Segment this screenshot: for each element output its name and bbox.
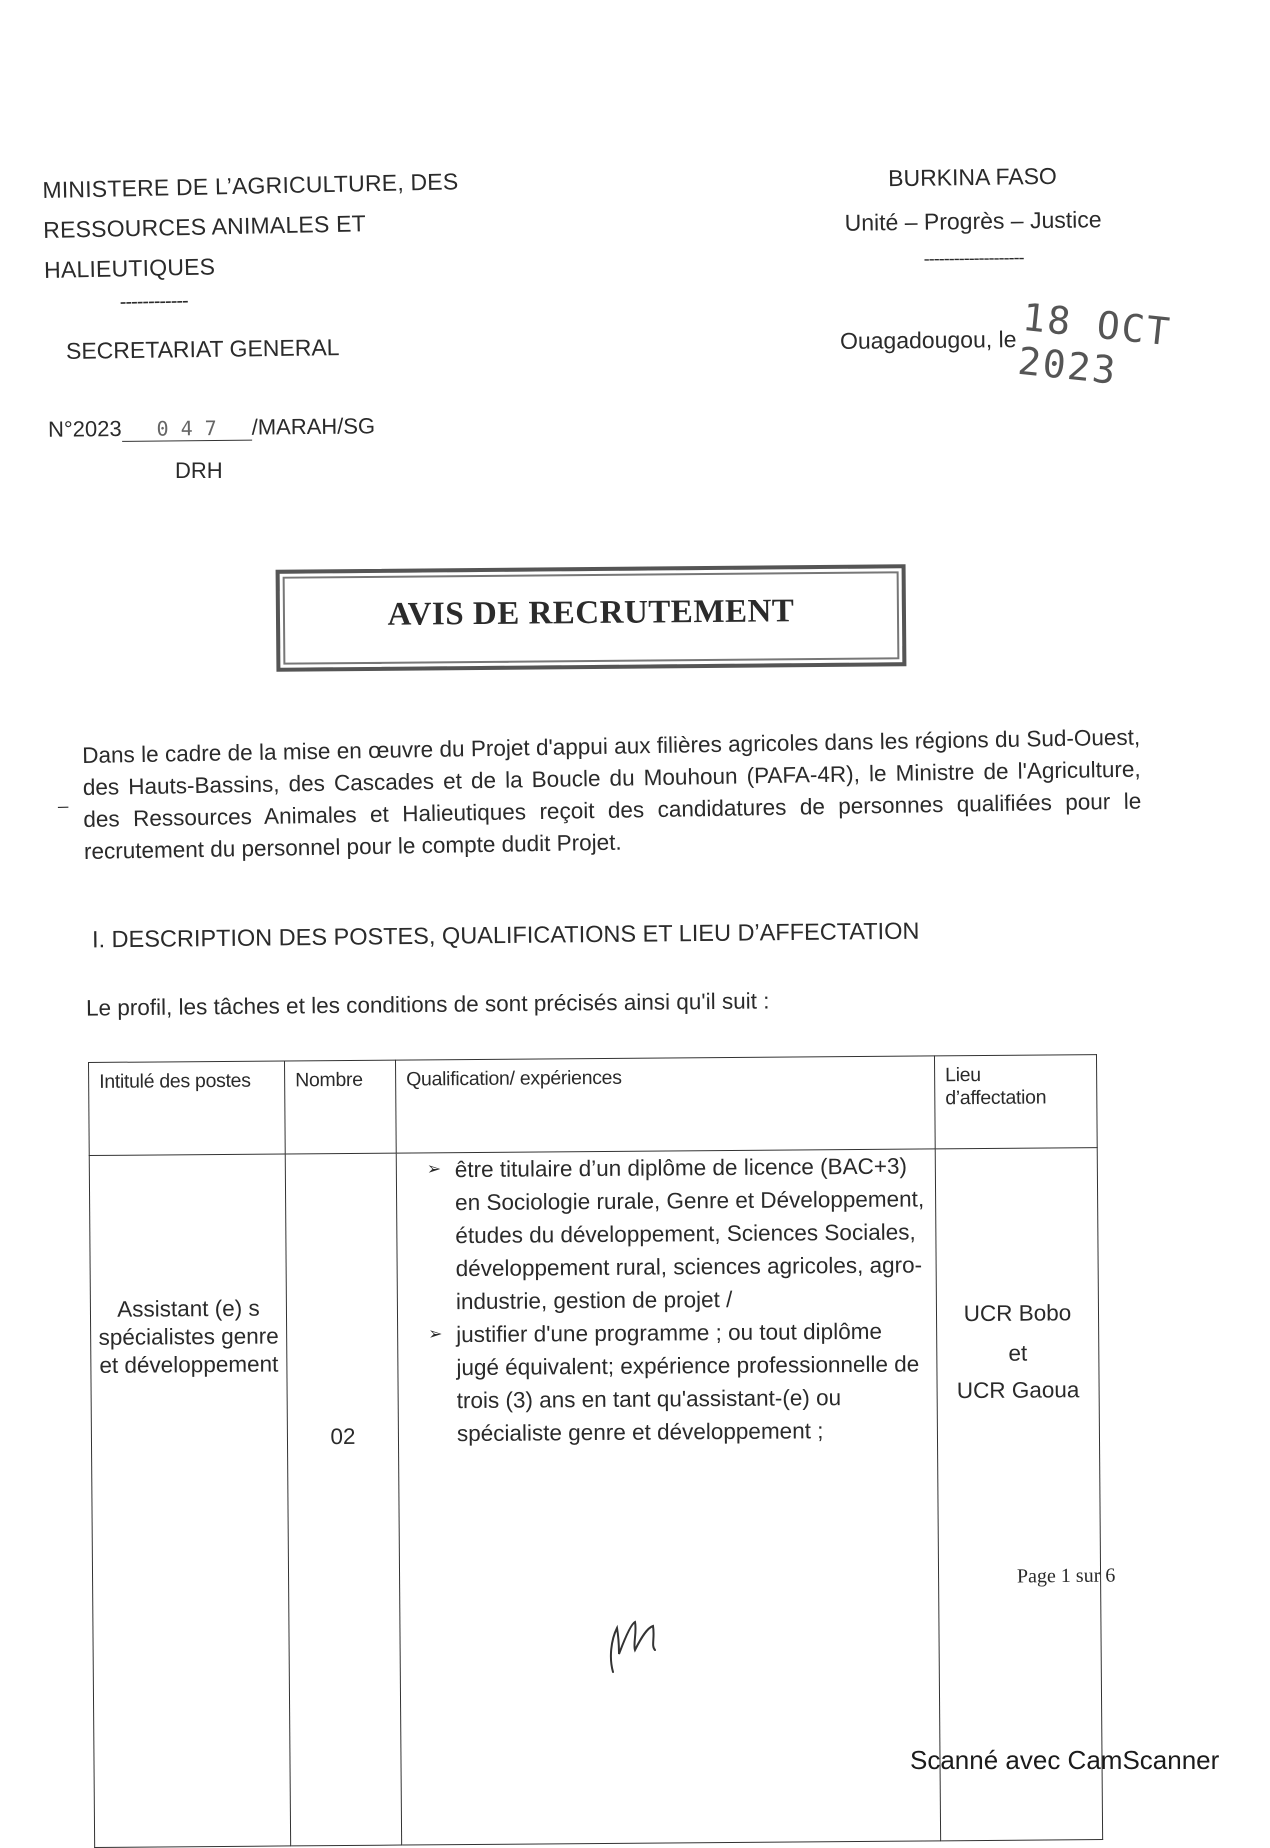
intro-paragraph: [57, 722, 1142, 868]
page-number: Page 1 sur 6: [1016, 1564, 1116, 1588]
ministry-line-1: MINISTERE DE L’AGRICULTURE, DES: [42, 168, 459, 203]
profile-text: Le profil, les tâches et les conditions de sont précisés ainsi qu'il suit :: [85, 988, 770, 1021]
table-row: [89, 1148, 1102, 1848]
reference-stamped-number: 0 4 7: [122, 416, 252, 442]
country-name: BURKINA FASO: [887, 162, 1058, 192]
cell-poste: Assistant (e) s spécialistes genre et développement: [89, 1154, 290, 1848]
date-stamp: 18 OCT 2023: [1015, 295, 1174, 393]
lieu-line-1: UCR Bobo: [963, 1300, 1072, 1327]
header-qualification: Qualification/ expériences: [395, 1056, 935, 1153]
title-box: [276, 564, 907, 671]
ministry-separator: ------------: [119, 289, 188, 314]
place-label: Ouagadougou, le: [839, 326, 1017, 354]
qualification-item: ➢ justifier d'une programme ; ou tout diplôme jugé équivalent; expérience professionnelle de trois (3) ans en tant qu'assistant-(e) ou spécialiste genre et développement ;: [428, 1314, 929, 1450]
reference-prefix: N°2023: [47, 415, 122, 442]
cell-nombre: 02: [285, 1153, 401, 1846]
document-title: AVIS DE RECRUTEMENT: [387, 593, 795, 633]
scanner-watermark: Scanné avec CamScanner: [910, 1745, 1220, 1775]
lieu-line-3: UCR Gaoua: [956, 1377, 1080, 1404]
country-motto: Unité – Progrès – Justice: [844, 206, 1102, 236]
table-header-row: [89, 1055, 1098, 1156]
handwritten-initials: [605, 1610, 675, 1680]
section-1-title: I. DESCRIPTION DES POSTES, QUALIFICATIONS ET LIEU D’AFFECTATION: [91, 917, 920, 953]
ministry-line-2: RESSOURCES ANIMALES ET: [42, 210, 367, 243]
header-lieu: Lieu d’affectation: [934, 1055, 1097, 1149]
cell-lieu: [935, 1148, 1102, 1841]
country-header: [817, 153, 1129, 275]
reference-number: [48, 413, 375, 442]
lieu-line-2: et: [1008, 1340, 1028, 1366]
header-nombre: Nombre: [284, 1060, 396, 1154]
reference-suffix: /MARAH/SG: [251, 413, 376, 440]
ministry-header: [42, 160, 505, 318]
header-poste: Intitulé des postes: [89, 1061, 286, 1156]
country-separator: --------------------: [923, 247, 1024, 269]
ministry-line-3: HALIEUTIQUES: [43, 253, 216, 283]
qualification-item: ➢ être titulaire d’un diplôme de licence (BAC+3) en Sociologie rurale, Genre et Développement, études du développement, Sciences Sociales, développement rural, sciences agricoles, agro-industrie, gestion de projet /: [427, 1149, 928, 1318]
department-drh: DRH: [175, 458, 223, 483]
intro-text: Dans le cadre de la mise en œuvre du Projet d'appui aux filières agricoles dans les régions du Sud-Ouest, des Hauts-Bassins, des Cascades et de la Boucle du Mouhoun (PAFA-4R), le Ministre de l'Agriculture, des Ressources Animales et Halieutiques reçoit des candidatures de personnes qualifiées pour le recrutement du personnel pour le compte dudit Projet.: [82, 724, 1142, 864]
secretariat-general: SECRETARIAT GENERAL: [65, 334, 340, 364]
margin-mark: _: [57, 788, 69, 809]
cell-qualifications: [396, 1149, 940, 1845]
